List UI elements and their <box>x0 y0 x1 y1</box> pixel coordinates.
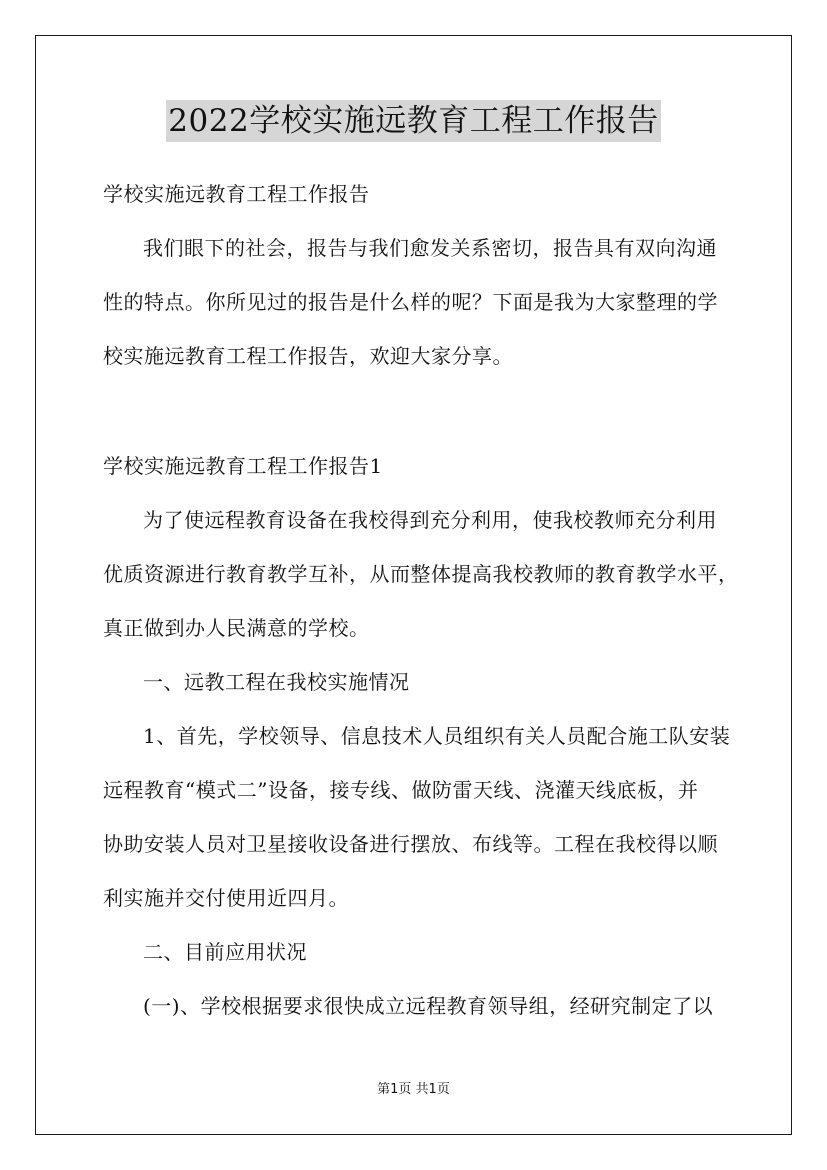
title-container <box>0 100 827 142</box>
paragraph-line: 性的特点。你所见过的报告是什么样的呢？下面是我为大家整理的学 <box>103 290 718 314</box>
paragraph-line: 远程教育“模式二”设备，接专线、做防雷天线、浇灌天线底板，并 <box>103 778 699 802</box>
section-subheading-line: 一、远教工程在我校实施情况 <box>143 670 410 694</box>
section-subheading-line: 二、目前应用状况 <box>143 940 307 964</box>
section-heading-line: 学校实施远教育工程工作报告1 <box>103 454 383 478</box>
page-footer: 第1页 共1页 <box>377 1082 450 1097</box>
document-title: 2022学校实施远教育工程工作报告 <box>166 100 660 142</box>
paragraph-line: 1、首先，学校领导、信息技术人员组织有关人员配合施工队安装 <box>143 724 731 748</box>
paragraph-line: (一)、学校根据要求很快成立远程教育领导组，经研究制定了以 <box>143 994 714 1018</box>
paragraph-line: 利实施并交付使用近四月。 <box>103 886 349 910</box>
paragraph-line: 我们眼下的社会，报告与我们愈发关系密切，报告具有双向沟通 <box>143 236 717 260</box>
paragraph-line: 协助安装人员对卫星接收设备进行摆放、布线等。工程在我校得以顺 <box>103 832 718 856</box>
paragraph-line: 校实施远教育工程工作报告，欢迎大家分享。 <box>103 344 513 368</box>
paragraph-line: 为了使远程教育设备在我校得到充分利用，使我校教师充分利用 <box>143 508 717 532</box>
paragraph-line: 优质资源进行教育教学互补，从而整体提高我校教师的教育教学水平， <box>103 562 739 586</box>
subtitle-line: 学校实施远教育工程工作报告 <box>103 182 370 206</box>
paragraph-line: 真正做到办人民满意的学校。 <box>103 616 370 640</box>
